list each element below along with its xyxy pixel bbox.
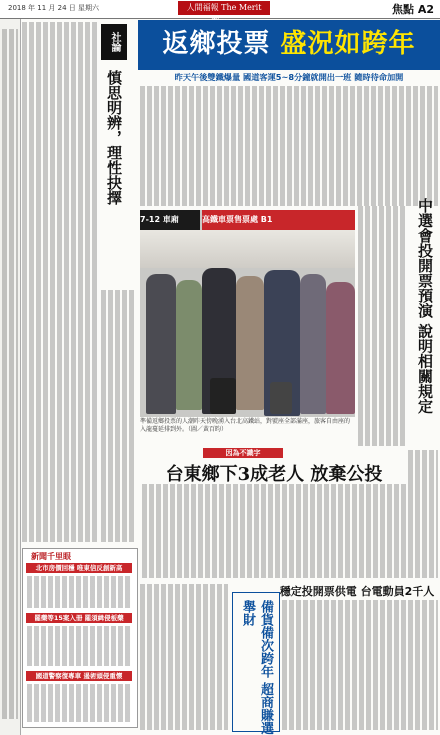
lead-subheadline: 昨天午後雙鐵爆量 國道客運5~8分鐘就開出一班 隨時待命加開	[174, 72, 404, 82]
editorial-text-block	[22, 22, 98, 542]
traveler-figure	[236, 276, 264, 410]
ticket-office-sign: 高鐵車票售票處 B1	[202, 210, 355, 230]
news-brief-text	[27, 626, 131, 666]
news-brief-item[interactable]: 國道警察復專車 遏術頭侵重懷	[26, 671, 132, 681]
editorial-text-block-2	[101, 290, 135, 542]
news-brief-box	[22, 548, 138, 728]
section-label: 焦點 A2	[392, 3, 434, 16]
lead-headline-part1: 返鄉投票	[162, 29, 271, 59]
vertical-headline: 中選會投開票預演 說明相關規定	[416, 198, 434, 414]
sidebar-story-headline: 備貨備次跨年 超商賺選舉財	[240, 600, 273, 735]
editorial-title: 慎思明辨，理性抉擇	[105, 70, 123, 205]
page-header	[0, 0, 440, 19]
news-brief-text	[27, 576, 131, 608]
news-brief-heading: 新聞千里眼	[31, 552, 71, 561]
left-sidebar-column	[0, 19, 21, 735]
traveler-figure	[326, 282, 355, 414]
platform-sign: 7-12 車廂	[140, 210, 200, 230]
lead-body-text-2	[358, 206, 406, 446]
station-ceiling	[140, 230, 355, 268]
sidebar-text-block	[2, 29, 18, 719]
story3-body-text	[282, 600, 438, 730]
masthead-logo: 人間福報 The Merit	[178, 1, 270, 15]
issue-date: 2018 年 11 月 24 日 星期六	[8, 4, 99, 12]
traveler-figure	[146, 274, 176, 414]
story3-headline: 穩定投開票供電 台電動員2千人	[279, 585, 435, 598]
news-brief-item[interactable]: 北市房價回穩 唯東信反創新高	[26, 563, 132, 573]
story3-left-text	[140, 584, 228, 730]
photo-caption: 準備返鄉投票的人潮昨天傍晚湧入台北高鐵站，對號座全部滿座，旅客自由座的入龍蔓延排到外。（圖／黃百昀）	[140, 418, 351, 433]
lead-headline	[138, 22, 440, 66]
traveler-figure	[300, 274, 326, 414]
lead-body-text	[140, 86, 438, 206]
story2-body-text	[142, 484, 406, 578]
lead-headline-part2: 盛況如跨年	[280, 29, 416, 59]
right-column-text	[408, 450, 438, 578]
suitcase	[270, 382, 292, 414]
editorial-tag: 社論	[101, 24, 127, 60]
news-brief-item[interactable]: 罷藥等15案入冊 罷須緝侵板藥	[26, 613, 132, 623]
suitcase	[210, 378, 236, 414]
traveler-figure	[176, 280, 202, 410]
story-kicker-tag: 因為不識字	[203, 448, 283, 458]
news-brief-text	[27, 684, 131, 722]
story2-headline: 台東鄉下3成老人 放棄公投	[165, 464, 383, 485]
station-crowd-photo	[140, 210, 355, 417]
